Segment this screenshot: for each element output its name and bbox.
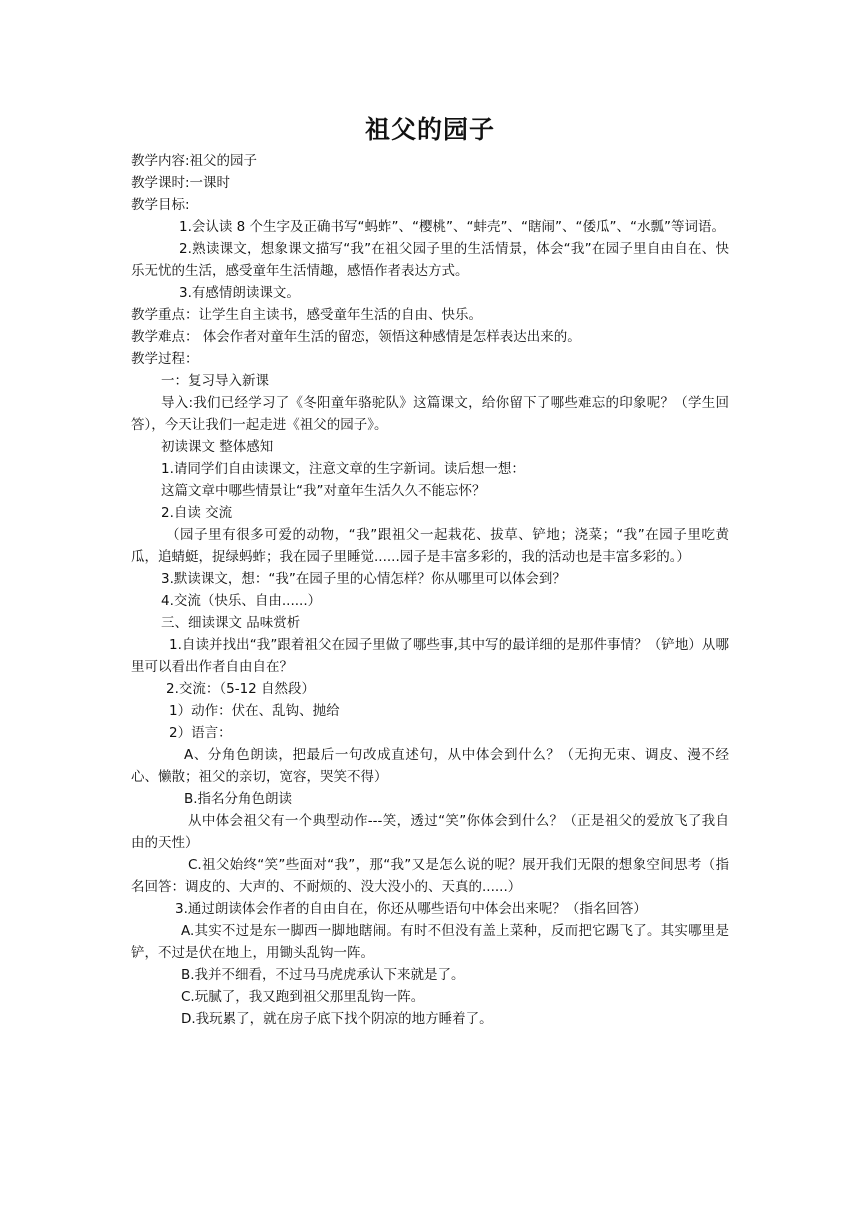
paragraph-action: 1）动作：伏在、乱钩、抛给 bbox=[169, 703, 340, 719]
paragraph-quote-a: A.其实不过是东一脚西一脚地瞎闹。有时不但没有盖上菜种，反而把它踢飞了。其实哪里是铲，不过是伏在地上，用锄头乱钩一阵。 bbox=[131, 923, 729, 961]
document-title: 祖父的园子 bbox=[364, 115, 495, 144]
paragraph-language: 2）语言： bbox=[169, 725, 232, 741]
paragraph-smile: 从中体会祖父有一个典型动作---笑，透过“笑”你体会到什么？（正是祖父的爱放飞了我自由的天性） bbox=[131, 813, 729, 851]
paragraph-quote-d: D.我玩累了，就在房子底下找个阴凉的地方睡着了。 bbox=[181, 1011, 493, 1027]
paragraph-section-2: 初读课文 整体感知 bbox=[161, 439, 274, 455]
paragraph-hours: 教学课时:一课时 bbox=[131, 175, 231, 191]
paragraph-item-c: C.祖父始终“笑”些面对“我”，那“我”又是怎么说的呢？展开我们无限的想象空间思考（指名回答：调皮的、大声的、不耐烦的、没大没小的、天真的......） bbox=[131, 857, 729, 895]
paragraph-key-point: 教学重点：让学生自主读书，感受童年生活的自由、快乐。 bbox=[131, 307, 482, 323]
document-body bbox=[131, 150, 729, 1030]
paragraph-step-2: 2.自读 交流 bbox=[161, 505, 233, 521]
paragraph-step-3: 3.默读课文，想：“我”在园子里的心情怎样？你从哪里可以体会到？ bbox=[161, 571, 566, 587]
paragraph-question: 这篇文章中哪些情景让“我”对童年生活久久不能忘怀？ bbox=[161, 483, 486, 499]
paragraph-goal-1: 1.会认读 8 个生字及正确书写“蚂蚱”、“樱桃”、“蚌壳”、“瞎闹”、“倭瓜”、“水瓢”等词语。 bbox=[179, 219, 725, 235]
paragraph-section-1: 一：复习导入新课 bbox=[161, 373, 269, 389]
paragraph-answer: （园子里有很多可爱的动物，“我”跟祖父一起栽花、拔草、铲地；浇菜；“我”在园子里吃黄瓜，追蜻蜓，捉绿蚂蚱；我在园子里睡觉......园子是丰富多彩的，我的活动也是丰富多彩的。） bbox=[131, 527, 729, 565]
paragraph-goals-heading: 教学目标: bbox=[131, 197, 190, 213]
paragraph-goal-3: 3.有感情朗读课文。 bbox=[179, 285, 300, 301]
paragraph-goal-2: 2.熟读课文，想象课文描写“我”在祖父园子里的生活情景，体会“我”在园子里自由自在、快乐无忧的生活，感受童年生活情趣，感悟作者表达方式。 bbox=[131, 241, 729, 279]
paragraph-difficulty: 教学难点： 体会作者对童年生活的留恋，领悟这种感情是怎样表达出来的。 bbox=[131, 329, 581, 345]
paragraph-section-3: 三、细读课文 品味赏析 bbox=[161, 615, 301, 631]
paragraph-item-a: A、分角色朗读，把最后一句改成直述句，从中体会到什么？（无拘无束、调皮、漫不经心、懒散；祖父的亲切，宽容，哭笑不得） bbox=[131, 747, 729, 785]
paragraph-detail-1: 1.自读并找出“我”跟着祖父在园子里做了哪些事,其中写的最详细的是那件事情？（铲地）从哪里可以看出作者自由自在？ bbox=[131, 637, 729, 675]
paragraph-step-4: 4.交流（快乐、自由......） bbox=[161, 593, 322, 609]
paragraph-quote-c: C.玩腻了，我又跑到祖父那里乱钩一阵。 bbox=[181, 989, 425, 1005]
paragraph-item-b: B.指名分角色朗读 bbox=[184, 791, 293, 807]
paragraph-quote-b: B.我并不细看，不过马马虎虎承认下来就是了。 bbox=[181, 967, 465, 983]
paragraph-step-1: 1.请同学们自由读课文，注意文章的生字新词。读后想一想： bbox=[161, 461, 525, 477]
paragraph-process-heading: 教学过程： bbox=[131, 351, 199, 367]
paragraph-step-3-read: 3.通过朗读体会作者的自由自在，你还从哪些语句中体会出来呢？（指名回答） bbox=[175, 901, 647, 917]
paragraph-intro: 导入:我们已经学习了《冬阳童年骆驼队》这篇课文，给你留下了哪些难忘的印象呢？（学生回答），今天让我们一起走进《祖父的园子》。 bbox=[131, 395, 729, 433]
paragraph-detail-2: 2.交流：（5-12 自然段） bbox=[166, 681, 316, 697]
paragraph-content: 教学内容:祖父的园子 bbox=[131, 153, 258, 169]
